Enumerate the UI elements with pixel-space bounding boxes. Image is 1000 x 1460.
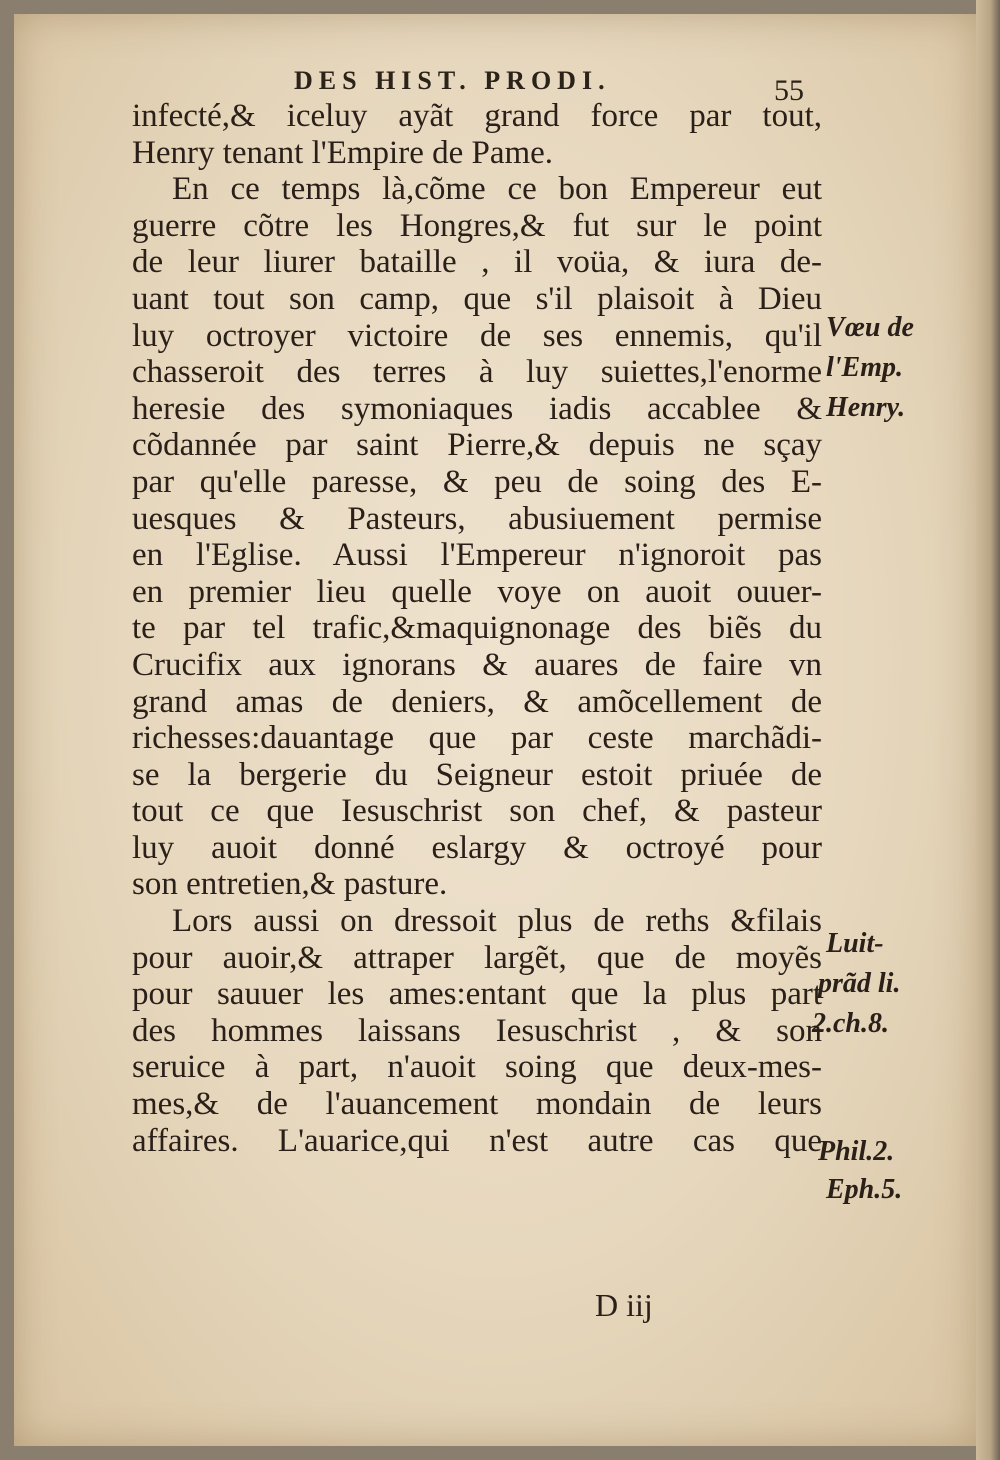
margin-note: Luit-	[826, 928, 884, 959]
text-line: uesques & Pasteurs, abusiuement permise	[132, 500, 822, 537]
text-line: richesses:dauantage que par ceste marchãdi-	[132, 720, 822, 757]
text-line: en premier lieu quelle voye on auoit ouuer-	[132, 573, 822, 610]
text-line: heresie des symoniaques iadis accablee &	[132, 390, 822, 427]
text-line: luy octroyer victoire de ses ennemis, qu'il	[132, 317, 822, 354]
margin-note: Henry.	[826, 392, 906, 423]
text-line: guerre cõtre les Hongres,& fut sur le point	[132, 207, 822, 244]
margin-note: Phil.2.	[818, 1136, 895, 1167]
text-line: affaires. L'auarice,qui n'est autre cas que	[132, 1122, 822, 1159]
text-line: seruice à part, n'auoit soing que deux-mes-	[132, 1049, 822, 1086]
text-line: pour sauuer les ames:entant que la plus part	[132, 976, 822, 1013]
margin-note: prãd li.	[818, 968, 901, 999]
text-line: chasseroit des terres à luy suiettes,l'enorme	[132, 354, 822, 391]
margin-note: Vœu de	[826, 312, 914, 343]
text-line: son entretien,& pasture.	[132, 866, 448, 903]
text-line: tout ce que Iesuschrist son chef, & pasteur	[132, 793, 822, 830]
text-line: Lors aussi on dressoit plus de reths &filais	[172, 903, 822, 940]
text-line: se la bergerie du Seigneur estoit priuée de	[132, 756, 822, 793]
text-line: cõdannée par saint Pierre,& depuis ne sçay	[132, 427, 822, 464]
text-line: En ce temps là,cõme ce bon Empereur eut	[172, 171, 822, 208]
text-line: Henry tenant l'Empire de Pame.	[132, 134, 554, 171]
text-line: grand amas de deniers, & amõcellement de	[132, 683, 822, 720]
page-edge	[976, 0, 1000, 1460]
text-line: pour auoir,& attraper largẽt, que de moyẽs	[132, 939, 822, 976]
text-line: infecté,& iceluy ayãt grand force par tout,	[132, 98, 822, 134]
signature-mark: D iij	[595, 1287, 653, 1323]
text-line: des hommes laissans Iesuschrist , & son	[132, 1012, 822, 1049]
body-text	[132, 98, 822, 1159]
margin-note: Eph.5.	[826, 1174, 903, 1205]
text-line: Crucifix aux ignorans & auares de faire vn	[132, 646, 822, 683]
text-line: par qu'elle paresse, & peu de soing des E-	[132, 463, 822, 500]
text-line: de leur liurer bataille , il voüa, & iura de-	[132, 244, 822, 281]
text-line: te par tel trafic,&maquignonage des biẽs du	[132, 610, 822, 647]
text-line: luy auoit donné eslargy & octroyé pour	[132, 829, 822, 866]
text-line: en l'Eglise. Aussi l'Empereur n'ignoroit pas	[132, 537, 822, 574]
margin-note: l'Emp.	[826, 352, 904, 383]
running-title: DES HIST. PRODI.	[294, 66, 611, 95]
text-line: mes,& de l'auancement mondain de leurs	[132, 1086, 822, 1123]
margin-note: 2.ch.8.	[812, 1008, 889, 1039]
text-line: uant tout son camp, que s'il plaisoit à Dieu	[132, 280, 822, 317]
page-number: 55	[774, 74, 804, 107]
